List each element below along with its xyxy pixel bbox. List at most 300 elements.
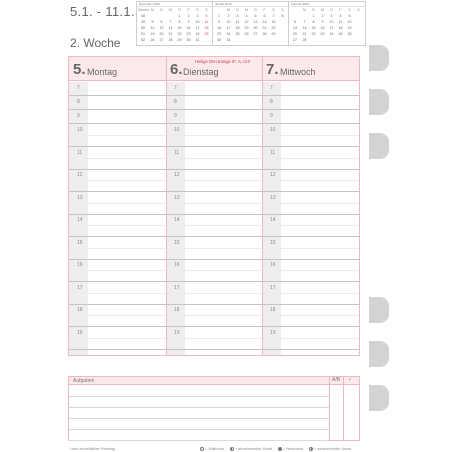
hour-label: 13: [77, 194, 83, 201]
mini-calendar-cell: 3: [196, 14, 199, 18]
mini-calendar-cell: F: [187, 8, 190, 12]
hour-line: [262, 326, 359, 327]
mini-calendar-cell: [354, 26, 363, 31]
task-line: [69, 429, 329, 430]
hour-label: 14: [77, 217, 83, 223]
hour-label: 19: [77, 329, 83, 336]
day-column: [166, 57, 262, 355]
mini-calendar-cell: 7: [272, 14, 275, 18]
mini-calendar-cell: 21: [262, 26, 267, 30]
mini-calendar-cell: 19: [150, 32, 155, 36]
mini-calendar-cell: [251, 38, 260, 43]
half-hour-line: [166, 203, 262, 204]
task-line: [69, 407, 329, 408]
mini-calendar-cell: [318, 38, 327, 43]
mini-calendar-cell: S: [205, 8, 208, 12]
hour-line: [69, 236, 166, 237]
mini-calendar-cell: [278, 38, 287, 43]
mini-calendar-cell: 21: [168, 32, 173, 36]
half-hour-line: [262, 203, 359, 204]
mini-calendar-cell: 19: [244, 26, 249, 30]
half-hour-line: [166, 293, 262, 294]
half-hour-line: [69, 338, 166, 339]
mini-calendar-cell: 12: [347, 20, 352, 24]
mini-calendar-cell: 6: [294, 20, 296, 24]
register-tab-3[interactable]: [369, 133, 389, 159]
week-label: 2. Woche: [70, 36, 121, 50]
mini-calendar-cell: 6: [263, 14, 266, 18]
half-hour-line: [262, 338, 359, 339]
mini-calendar-cell: 26: [347, 32, 352, 36]
half-hour-line: [262, 248, 359, 249]
hour-line: [166, 281, 262, 282]
hour-line: [262, 281, 359, 282]
mini-calendar-cell: 24: [195, 32, 200, 36]
mini-calendar-cell: 29: [271, 32, 276, 36]
hour-label: 17: [270, 284, 276, 291]
tasks-panel: [68, 376, 360, 441]
hour-label: 8: [270, 99, 273, 105]
mini-calendar-cell: 6: [160, 20, 163, 24]
mini-calendar-cell: 4: [339, 14, 342, 18]
hour-line: [262, 304, 359, 305]
mini-calendar-cell: [202, 38, 211, 43]
hour-line: [166, 349, 262, 350]
hour-line: [69, 123, 166, 124]
mini-calendar-grid: [289, 7, 365, 44]
mini-calendar-cell: 14: [302, 26, 307, 30]
mini-calendar-cell: 9: [187, 20, 190, 24]
mini-calendar-cell: 5: [254, 14, 257, 18]
mini-calendar-cell: [157, 14, 166, 19]
day-name: Mittwoch: [280, 67, 316, 77]
hour-label: 15: [77, 239, 83, 246]
hour-label: 9: [174, 113, 177, 119]
moon-icon: [200, 447, 204, 451]
mini-calendar-cell: 23: [217, 32, 221, 36]
mini-calendar-cell: 48: [141, 14, 145, 18]
half-hour-line: [166, 270, 262, 271]
mini-calendar-cell: 50: [141, 26, 145, 30]
hour-label: 15: [270, 239, 276, 246]
mini-calendar: [212, 1, 290, 46]
day-divider: [166, 57, 167, 355]
hour-line: [262, 95, 359, 96]
hour-line: [69, 304, 166, 305]
mini-calendar-cell: D: [160, 8, 163, 12]
mini-calendar-cell: 2: [187, 14, 190, 18]
hour-line: [262, 123, 359, 124]
mini-calendar-cell: 17: [195, 26, 200, 30]
day-header: [69, 57, 166, 81]
hour-label: 7: [270, 85, 273, 91]
mini-calendar-cell: 27: [253, 32, 258, 36]
half-hour-line: [262, 315, 359, 316]
mini-calendar-cell: 15: [271, 20, 276, 24]
hour-line: [69, 214, 166, 215]
hour-label: 16: [77, 262, 83, 268]
mini-calendar-cell: 23: [186, 32, 191, 36]
tasks-divider: [343, 377, 344, 440]
mini-calendar-cell: 25: [338, 32, 343, 36]
mini-calendar-cell: 8: [178, 20, 181, 24]
hour-line: [69, 191, 166, 192]
mini-calendar-cell: [309, 38, 318, 43]
check-symbol: ✓: [348, 377, 353, 383]
mini-calendar-cell: D: [236, 8, 239, 12]
mini-calendar-cell: 13: [159, 26, 164, 30]
mini-calendar-cell: 10: [195, 20, 200, 24]
hour-line: [69, 169, 166, 170]
mini-calendar-cell: 12: [244, 20, 249, 24]
hour-line: [262, 169, 359, 170]
moon-icon: [230, 447, 234, 451]
hour-line: [166, 169, 262, 170]
mini-calendar-cell: M: [321, 8, 324, 12]
hour-line: [166, 109, 262, 110]
hour-label: 7: [77, 85, 80, 91]
mini-calendar-cell: F: [263, 8, 266, 12]
half-hour-line: [69, 203, 166, 204]
half-hour-line: [166, 180, 262, 181]
hour-line: [69, 95, 166, 96]
mini-calendar-cell: [345, 38, 354, 43]
mini-calendar-cell: 51: [141, 32, 145, 36]
mini-calendar-cell: 13: [253, 20, 258, 24]
half-hour-line: [69, 248, 166, 249]
mini-calendar-cell: 14: [168, 26, 173, 30]
mini-calendar-cell: 11: [338, 20, 343, 24]
mini-calendar-cell: 17: [329, 26, 334, 30]
mini-calendar-cell: 10: [329, 20, 334, 24]
half-hour-line: [262, 180, 359, 181]
mini-calendar-cell: 23: [320, 32, 325, 36]
hour-label: 8: [174, 99, 177, 105]
register-tab-6[interactable]: [369, 385, 389, 411]
mini-calendar-cell: [336, 38, 345, 43]
mini-calendar-cell: 1: [312, 14, 315, 18]
priority-symbol: A/B: [332, 377, 341, 383]
hour-line: [166, 95, 262, 96]
mini-calendar-cell: 31: [195, 38, 200, 42]
mini-calendar-cell: 14: [262, 20, 267, 24]
hour-label: 19: [174, 329, 180, 336]
register-tab-5[interactable]: [369, 341, 389, 367]
tasks-title: Aufgaben: [73, 378, 95, 384]
half-hour-line: [262, 158, 359, 159]
mini-calendar-cell: 25: [235, 32, 240, 36]
legend-item: [309, 447, 351, 451]
mini-calendar: [288, 1, 366, 46]
half-hour-line: [166, 248, 262, 249]
hour-label: 11: [270, 149, 276, 156]
legend-label: = Neumond: [283, 447, 303, 451]
mini-calendar-cell: 7: [303, 20, 306, 24]
mini-calendar-cell: 25: [204, 32, 209, 36]
mini-calendar-cell: 21: [302, 32, 307, 36]
hour-label: 8: [77, 99, 80, 105]
moon-icon: [309, 447, 313, 451]
mini-calendar-cell: [290, 14, 300, 19]
mini-calendar-cell: D: [312, 8, 315, 12]
hour-label: 15: [174, 239, 180, 246]
hour-line: [166, 326, 262, 327]
hour-label: 18: [77, 307, 83, 313]
mini-calendar-cell: 30: [186, 38, 191, 42]
mini-calendar-cell: 11: [204, 20, 209, 24]
mini-calendar-cell: M: [151, 8, 154, 12]
mini-calendar-title: Januar 2016: [213, 2, 289, 7]
mini-calendar-grid: [137, 7, 213, 44]
mini-calendar-cell: F: [339, 8, 342, 12]
mini-calendar-cell: S: [357, 8, 360, 12]
mini-calendar-cell: [290, 8, 300, 13]
hour-line: [69, 281, 166, 282]
mini-calendar-cell: 18: [235, 26, 240, 30]
legend-label: = Vollmond: [205, 447, 224, 451]
hour-line: [69, 349, 166, 350]
half-hour-line: [262, 225, 359, 226]
task-line: [69, 396, 329, 397]
day-number: 7.: [266, 61, 279, 78]
hour-label: 7: [174, 85, 177, 91]
hour-line: [166, 123, 262, 124]
mini-calendar-cell: 22: [311, 32, 316, 36]
mini-calendar-cell: Woche: [138, 8, 150, 12]
moon-legend: [200, 447, 351, 451]
half-hour-line: [166, 315, 262, 316]
mini-calendar-cell: 16: [217, 26, 221, 30]
day-header: [262, 57, 359, 81]
half-hour-line: [166, 158, 262, 159]
mini-calendar-cell: 12: [150, 26, 155, 30]
mini-calendar-cell: [278, 20, 287, 25]
mini-calendar-grid: [213, 7, 289, 44]
half-hour-line: [69, 225, 166, 226]
mini-calendar-title: Dezember 2016: [137, 2, 213, 7]
hour-label: 9: [77, 113, 80, 119]
hour-label: 13: [270, 194, 276, 201]
mini-calendar-cell: M: [245, 8, 248, 12]
holiday-label: Heilige Drei Könige 6*, A, CH*: [195, 59, 251, 64]
day-number: 5.: [73, 61, 86, 78]
mini-calendar-cell: 9: [218, 20, 220, 24]
hour-line: [262, 349, 359, 350]
legend-item: [230, 447, 272, 451]
register-tab-2[interactable]: [369, 89, 389, 115]
mini-calendar-cell: 15: [311, 26, 316, 30]
mini-calendar-cell: [260, 38, 269, 43]
mini-calendar-cell: 16: [186, 26, 191, 30]
task-line: [69, 440, 329, 441]
hour-line: [166, 214, 262, 215]
half-hour-line: [69, 135, 166, 136]
mini-calendar-cell: M: [303, 8, 306, 12]
mini-calendar-cell: 4: [245, 14, 248, 18]
mini-calendar-cell: [242, 38, 251, 43]
mini-calendar-cell: 20: [253, 26, 258, 30]
mini-calendar-cell: S: [348, 8, 351, 12]
mini-calendar-cell: [354, 32, 363, 37]
day-column: [262, 57, 359, 355]
mini-calendar-cell: 10: [226, 20, 231, 24]
hour-line: [262, 146, 359, 147]
hour-line: [166, 236, 262, 237]
mini-calendar-cell: 9: [321, 20, 324, 24]
legend-item: [200, 447, 224, 451]
mini-calendar-cell: 27: [159, 38, 164, 42]
half-hour-line: [262, 135, 359, 136]
mini-calendar-cell: 15: [177, 26, 182, 30]
tasks-header: [69, 377, 359, 385]
half-hour-line: [69, 180, 166, 181]
mini-calendar-cell: 49: [141, 20, 145, 24]
hour-line: [166, 304, 262, 305]
mini-calendar-cell: 2: [227, 14, 230, 18]
mini-calendar-cell: 24: [329, 32, 334, 36]
mini-calendar-cell: 16: [320, 26, 325, 30]
mini-calendar-cell: S: [281, 8, 284, 12]
half-hour-line: [262, 270, 359, 271]
mini-calendar-cell: 30: [217, 38, 221, 42]
mini-calendar-cell: 17: [226, 26, 231, 30]
day-name: Montag: [87, 67, 118, 77]
mini-calendar-cell: 18: [338, 26, 343, 30]
mini-calendar-cell: M: [227, 8, 230, 12]
mini-calendar-cell: 20: [159, 32, 164, 36]
day-name: Dienstag: [183, 67, 219, 77]
mini-calendar: [136, 1, 214, 46]
hour-label: 14: [174, 217, 180, 223]
mini-calendar-cell: 52: [141, 38, 145, 42]
mini-calendar-cell: 5: [348, 14, 351, 18]
half-hour-line: [166, 225, 262, 226]
hour-label: 13: [174, 194, 180, 201]
hour-label: 10: [174, 127, 180, 133]
hour-line: [166, 259, 262, 260]
hour-line: [69, 326, 166, 327]
half-hour-line: [69, 315, 166, 316]
mini-calendar-cell: 3: [236, 14, 239, 18]
mini-calendar-cell: 26: [150, 38, 155, 42]
date-range: 5.1. - 11.1.: [70, 4, 135, 19]
hour-line: [166, 146, 262, 147]
hour-label: 18: [270, 307, 276, 313]
hour-label: 14: [270, 217, 276, 223]
mini-calendar-cell: 3: [330, 14, 333, 18]
half-hour-line: [262, 293, 359, 294]
mini-calendar-cell: 20: [293, 32, 297, 36]
hour-label: 12: [77, 172, 83, 178]
mini-calendar-cell: S: [272, 8, 275, 12]
mini-calendar-cell: [148, 14, 157, 19]
mini-calendar-cell: 8: [312, 20, 315, 24]
moon-icon: [278, 447, 282, 451]
mini-calendar-cell: 26: [244, 32, 249, 36]
mini-calendar-cell: 31: [226, 38, 231, 42]
half-hour-line: [166, 338, 262, 339]
tasks-divider: [329, 377, 330, 440]
hour-line: [69, 259, 166, 260]
mini-calendar-cell: [269, 38, 278, 43]
mini-calendar-cell: 4: [205, 14, 208, 18]
footnote: * kein einheitlicher Feiertag: [69, 447, 115, 451]
mini-calendar-cell: 28: [262, 32, 267, 36]
hour-label: 10: [270, 127, 276, 133]
register-tab-1[interactable]: [369, 45, 389, 71]
mini-calendar-cell: 28: [168, 38, 173, 42]
legend-item: [278, 447, 303, 451]
mini-calendar-cell: [354, 20, 363, 25]
hour-label: 17: [174, 284, 180, 291]
hour-label: 16: [270, 262, 276, 268]
mini-calendar-cell: [166, 14, 175, 19]
mini-calendar-cell: 22: [177, 32, 182, 36]
half-hour-line: [69, 158, 166, 159]
hour-line: [262, 214, 359, 215]
mini-calendar-cell: D: [254, 8, 257, 12]
mini-calendar-cell: 1: [178, 14, 181, 18]
mini-calendar-cell: 18: [204, 26, 209, 30]
mini-calendar-cell: D: [178, 8, 181, 12]
hour-line: [166, 191, 262, 192]
day-column: [69, 57, 166, 355]
half-hour-line: [166, 135, 262, 136]
mini-calendar-cell: [300, 14, 309, 19]
register-tab-4[interactable]: [369, 297, 389, 323]
mini-calendar-cell: [214, 8, 224, 13]
mini-calendar-title: Februar 2016: [289, 2, 365, 7]
mini-calendar-cell: 24: [226, 32, 231, 36]
hour-label: 17: [77, 284, 83, 291]
hour-label: 18: [174, 307, 180, 313]
mini-calendar-cell: 13: [293, 26, 297, 30]
hour-label: 11: [174, 149, 180, 156]
mini-calendar-cell: [354, 14, 363, 19]
hour-label: 12: [174, 172, 180, 178]
half-hour-line: [69, 270, 166, 271]
hour-line: [69, 146, 166, 147]
hour-line: [262, 109, 359, 110]
half-hour-line: [69, 293, 166, 294]
mini-calendar-cell: D: [330, 8, 333, 12]
mini-calendar-cell: 8: [281, 14, 284, 18]
mini-calendar-cell: 28: [302, 38, 307, 42]
mini-calendar-cell: [278, 32, 287, 37]
mini-calendar-cell: [278, 26, 287, 31]
week-grid: [68, 56, 360, 356]
mini-calendar-cell: 11: [235, 20, 240, 24]
day-header: [166, 57, 262, 81]
mini-calendar-cell: 7: [169, 20, 172, 24]
hour-label: 12: [270, 172, 276, 178]
hour-label: 11: [77, 149, 83, 156]
hour-label: 16: [174, 262, 180, 268]
day-number: 6.: [170, 61, 183, 78]
task-line: [69, 418, 329, 419]
mini-calendar-cell: 29: [177, 38, 182, 42]
day-divider: [262, 57, 263, 355]
legend-label: = abnehmender Mond: [234, 447, 273, 451]
mini-calendar-cell: 22: [271, 26, 276, 30]
mini-calendar-cell: 5: [151, 20, 154, 24]
hour-label: 9: [270, 113, 273, 119]
hour-line: [262, 236, 359, 237]
hour-label: 10: [77, 127, 83, 133]
legend-label: = zunehmender Mond: [313, 447, 351, 451]
mini-calendar-cell: 19: [347, 26, 352, 30]
mini-calendar-cell: S: [196, 8, 199, 12]
